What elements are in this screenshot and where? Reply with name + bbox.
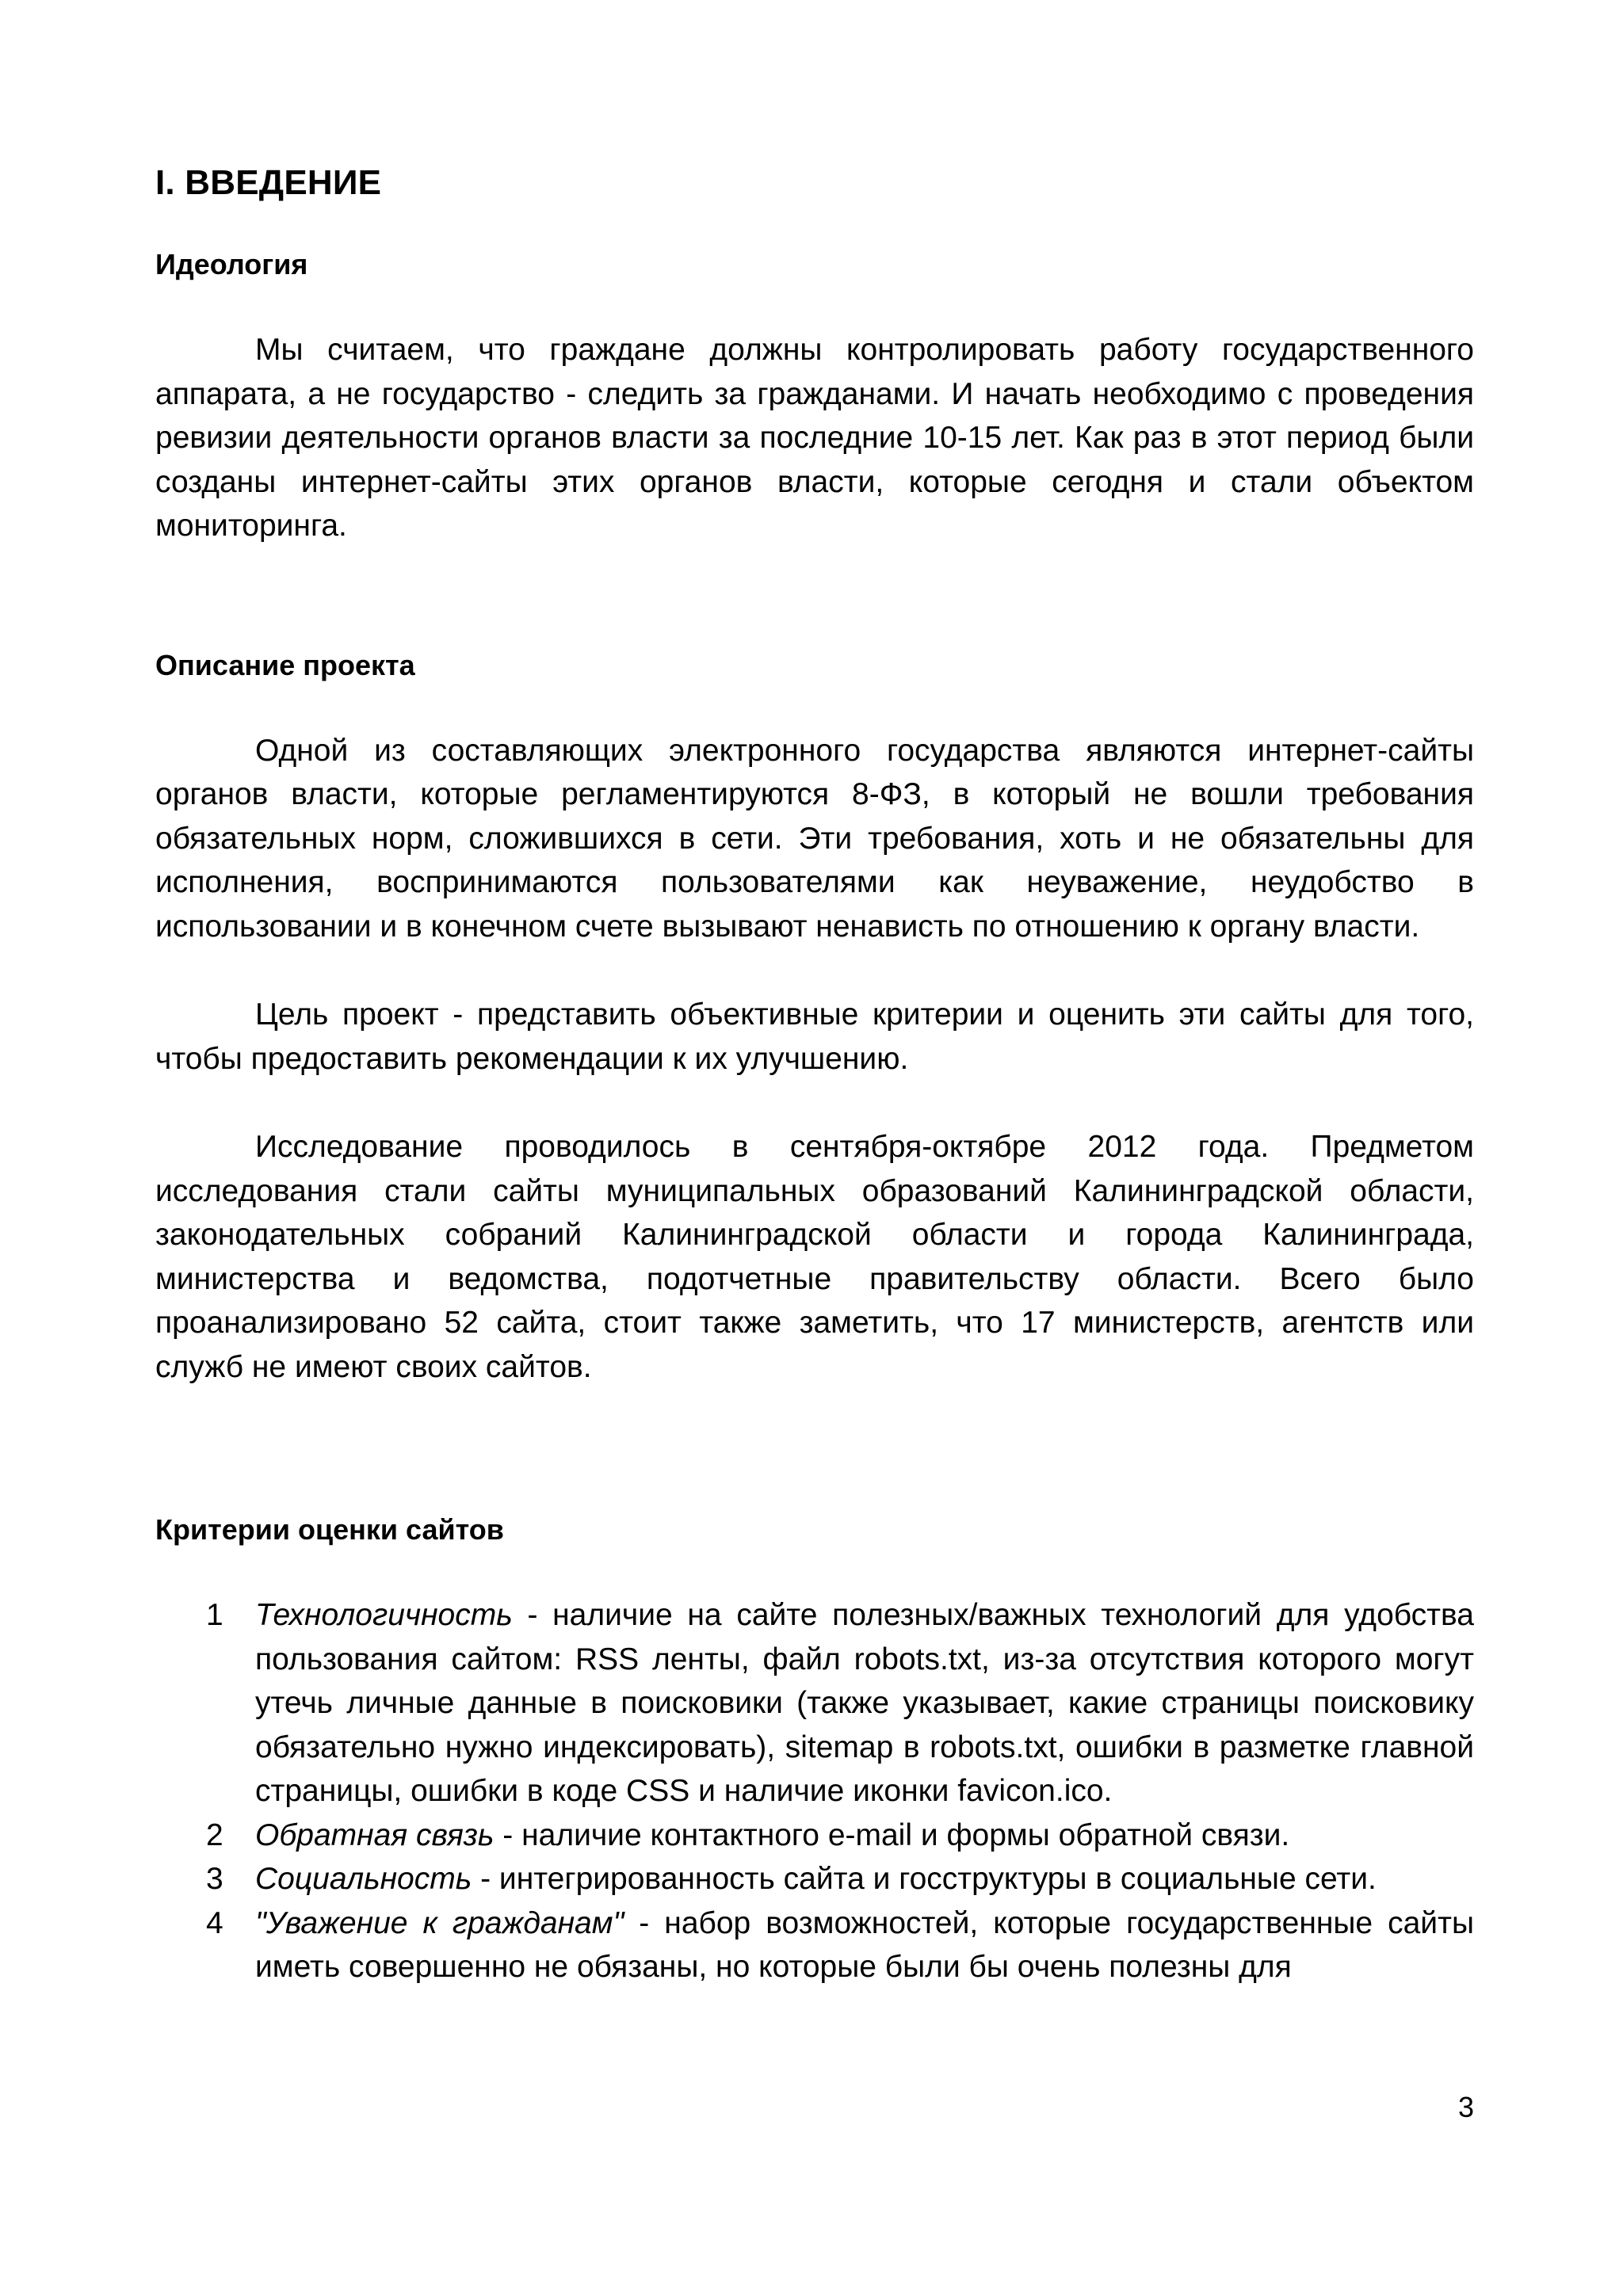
criteria-number: 3 (206, 1862, 223, 1896)
criteria-number: 4 (206, 1905, 223, 1940)
paragraph-project-research: Исследование проводилось в сентября-октябре 2012 года. Предметом исследования стали сайты муниципальных образований Калининградской области, законодательных собраний Калининградской области и города Калининграда, министерства и ведомства, подотчетные правительству области. Всего было проанализировано 52 сайта, стоит также заметить, что 17 министерств, агентств или служб не имеют своих сайтов. (155, 1130, 1474, 1384)
criteria-term: Технологичность (255, 1598, 513, 1632)
section-heading-ideology: Идеология (155, 248, 308, 280)
paragraph-project-description: Одной из составляющих электронного государства являются интернет-сайты органов власти, которые регламентируются 8-ФЗ, в который не вошли требования обязательных норм, сложившихся в сети. Эти требования, хоть и не обязательны для исполнения, воспринимаются пользователями как неуважение, неудобство в использовании и в конечном счете вызывают ненависть по отношению к органу власти. (155, 733, 1474, 944)
criteria-number: 1 (206, 1598, 223, 1632)
criteria-text: - набор возможностей, которые государственные сайты иметь совершенно не обязаны, но которые были бы очень полезны для (255, 1905, 1474, 1984)
paragraph-ideology: Мы считаем, что граждане должны контролировать работу государственного аппарата, а не государство - следить за гражданами. И начать необходимо с проведения ревизии деятельности органов власти за последние 10-15 лет. Как раз в этот период были созданы интернет-сайты этих органов власти, которые сегодня и стали объектом мониторинга. (155, 333, 1474, 543)
chapter-title: I. ВВЕДЕНИЕ (155, 163, 382, 202)
criteria-term: Обратная связь (255, 1817, 495, 1852)
criteria-text: - наличие контактного e-mail и формы обратной связи. (494, 1817, 1290, 1852)
section-heading-criteria: Критерии оценки сайтов (155, 1513, 504, 1546)
criteria-item (155, 1814, 1474, 1858)
criteria-text: - наличие на сайте полезных/важных технологий для удобства пользования сайтом: RSS ленты, файл robots.txt, из-за отсутствия которого могут утечь личные данные в поисковики (также указывает, какие страницы поисковику обязательно нужно индексировать), sitemap в robots.txt, ошибки в разметке главной страницы, ошибки в коде CSS и наличие иконки favicon.ico. (255, 1598, 1474, 1808)
criteria-term: "Уважение к гражданам" (255, 1905, 624, 1940)
criteria-list (155, 1593, 1474, 1989)
criteria-number: 2 (206, 1817, 223, 1852)
page-number: 3 (1457, 2091, 1474, 2123)
criteria-item (155, 1857, 1474, 1901)
section-heading-project: Описание проекта (155, 648, 415, 681)
criteria-text: - интегрированность сайта и госструктуры в социальные сети. (472, 1862, 1377, 1896)
criteria-item (155, 1901, 1474, 1989)
paragraph-project-goal: Цель проект - представить объективные критерии и оценить эти сайты для того, чтобы предоставить рекомендации к их улучшению. (155, 997, 1474, 1076)
page-content (155, 155, 1474, 1989)
criteria-term: Социальность (255, 1862, 472, 1896)
criteria-item (155, 1593, 1474, 1814)
